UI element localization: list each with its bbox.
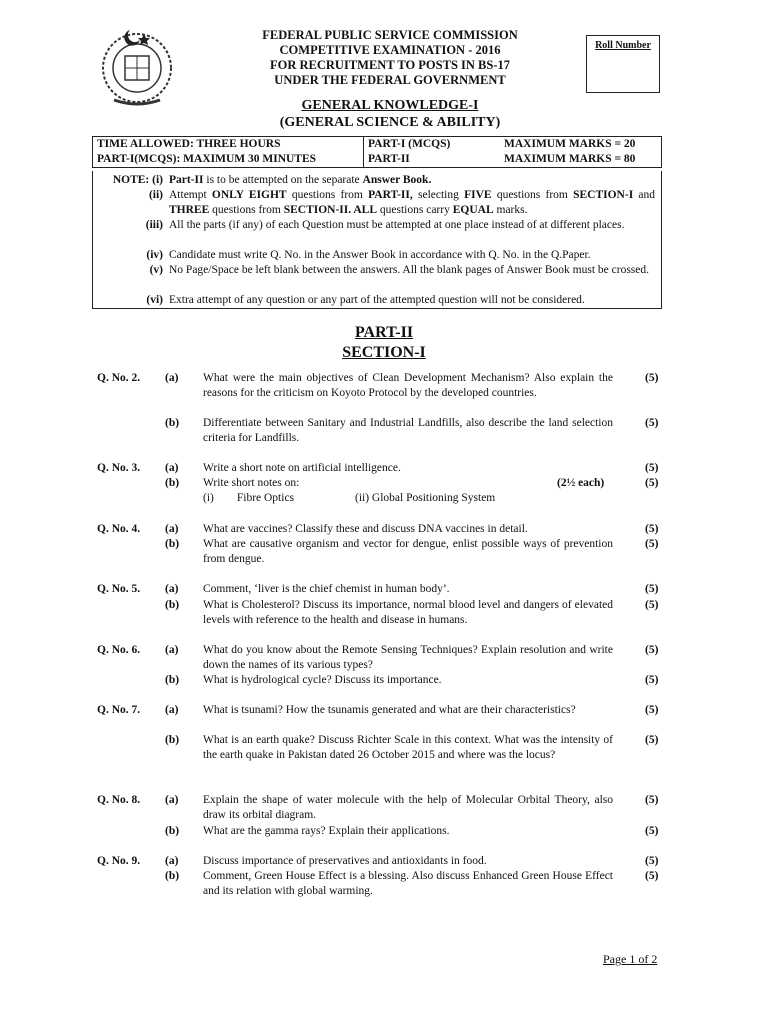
note-label: NOTE: (i): [112, 174, 163, 186]
subject-name: GENERAL KNOWLEDGE-I: [301, 98, 479, 113]
question-text: Discuss importance of preservatives and antioxidants in food.: [203, 855, 487, 867]
question-part-label: (a): [165, 794, 179, 806]
question-text: What are causative organism and vector for dengue, enlist possible ways of prevention from dengue.: [203, 538, 613, 565]
question-part-label: (b): [165, 674, 180, 686]
question-marks: (5): [645, 462, 659, 474]
question-marks: (5): [645, 870, 659, 882]
question-part-label: (a): [165, 704, 179, 716]
question-text: What are vaccines? Classify these and discuss DNA vaccines in detail.: [203, 523, 528, 535]
question-marks: (5): [645, 704, 659, 716]
commission-header: [200, 28, 580, 88]
header-line: FEDERAL PUBLIC SERVICE COMMISSION: [262, 28, 518, 42]
question-part-label: (a): [165, 462, 179, 474]
question-text: Explain the shape of water molecule with the help of Molecular Orbital Theory, also draw its orbital diagram.: [203, 794, 613, 821]
table-cell: PART-II: [364, 152, 501, 168]
question-part-label: (a): [165, 583, 179, 595]
header-line: COMPETITIVE EXAMINATION - 2016: [279, 43, 501, 57]
sub-item: (ii) Global Positioning System: [355, 492, 496, 504]
question-part-label: (a): [165, 523, 179, 535]
table-cell: TIME ALLOWED: THREE HOURS: [93, 137, 364, 153]
question-text: Comment, ‘liver is the chief chemist in human body’.: [203, 583, 450, 595]
question-marks: (5): [645, 855, 659, 867]
time-marks-table: [92, 136, 662, 168]
table-cell: PART-I (MCQS): [364, 137, 501, 153]
question-marks: (5): [645, 372, 659, 384]
question-part-label: (a): [165, 855, 179, 867]
header-line: UNDER THE FEDERAL GOVERNMENT: [274, 73, 506, 87]
question-text: What is hydrological cycle? Discuss its importance.: [203, 674, 442, 686]
roll-number-box: [586, 35, 660, 93]
question-text: Differentiate between Sanitary and Industrial Landfills, also describe the land selection criteria for Landfills.: [203, 417, 613, 444]
question-number: Q. No. 5.: [97, 583, 141, 595]
question-part-label: (b): [165, 538, 180, 550]
roll-number-label: Roll Number: [595, 40, 651, 51]
note-label: (iii): [145, 219, 163, 231]
question-text: What is tsunami? How the tsunamis generated and what are their characteristics?: [203, 704, 576, 716]
question-text: Comment, Green House Effect is a blessing. Also discuss Enhanced Green House Effect and its relation with global warming.: [203, 870, 613, 897]
section-title: SECTION-I: [342, 344, 426, 361]
part-title: PART-II: [354, 324, 414, 341]
question-marks: (5): [645, 599, 659, 611]
question-number: Q. No. 2.: [97, 372, 141, 384]
fpsc-emblem-icon: [96, 24, 178, 106]
question-text: Write a short note on artificial intelligence.: [203, 462, 401, 474]
question-marks: (5): [645, 417, 659, 429]
question-text: What were the main objectives of Clean Development Mechanism? Also explain the reasons for the criticism on Koyoto Protocol by the developed countries.: [203, 372, 613, 399]
instructions-box: [92, 171, 662, 309]
question-part-label: (b): [165, 870, 180, 882]
table-row: [93, 137, 662, 153]
table-cell: MAXIMUM MARKS = 20: [500, 137, 662, 153]
table-cell: PART-I(MCQS): MAXIMUM 30 MINUTES: [93, 152, 364, 168]
note-text: Candidate must write Q. No. in the Answer Book in accordance with Q. No. in the Q.Paper.: [169, 249, 591, 261]
table-cell: MAXIMUM MARKS = 80: [500, 152, 662, 168]
table-row: [93, 152, 662, 168]
question-part-label: (b): [165, 477, 180, 489]
note-label: (iv): [146, 249, 163, 261]
subject-title: [200, 97, 580, 131]
note-text: Part-II is to be attempted on the separate Answer Book.: [169, 174, 432, 186]
question-part-label: (b): [165, 734, 180, 746]
question-number: Q. No. 4.: [97, 523, 141, 535]
question-text: Write short notes on:: [203, 477, 300, 489]
note-label: (vi): [146, 294, 163, 306]
question-number: Q. No. 6.: [97, 644, 141, 656]
subject-subtitle: (GENERAL SCIENCE & ABILITY): [279, 115, 501, 130]
question-marks: (5): [645, 674, 659, 686]
question-text: What are the gamma rays? Explain their applications.: [203, 825, 450, 837]
question-part-label: (b): [165, 599, 180, 611]
note-label: (v): [149, 264, 163, 276]
question-marks: (5): [645, 538, 659, 550]
question-text: What do you know about the Remote Sensing Techniques? Explain resolution and write down the names of its various types?: [203, 644, 613, 671]
question-text: What is Cholesterol? Discuss its importance, normal blood level and dangers of elevated levels with reference to the health and disease in humans.: [203, 599, 613, 626]
question-number: Q. No. 9.: [97, 855, 141, 867]
question-marks: (5): [645, 644, 659, 656]
sub-item: (i) Fibre Optics: [203, 492, 295, 504]
note-label: (ii): [148, 189, 163, 201]
question-text: What is an earth quake? Discuss Richter Scale in this context. What was the intensity of the earth quake in Pakistan dated 26 October 2015 and where was the locus?: [203, 734, 613, 761]
question-number: Q. No. 7.: [97, 704, 141, 716]
header-line: FOR RECRUITMENT TO POSTS IN BS-17: [270, 58, 510, 72]
question-marks: (5): [645, 794, 659, 806]
question-number: Q. No. 8.: [97, 794, 141, 806]
part-marks-note: (2½ each): [557, 477, 605, 489]
question-number: Q. No. 3.: [97, 462, 141, 474]
question-part-label: (a): [165, 644, 179, 656]
question-marks: (5): [645, 734, 659, 746]
page-number: Page 1 of 2: [603, 952, 658, 966]
note-text: No Page/Space be left blank between the answers. All the blank pages of Answer Book must be crossed.: [169, 264, 650, 276]
question-part-label: (b): [165, 417, 180, 429]
question-part-label: (a): [165, 372, 179, 384]
note-text: Attempt ONLY EIGHT questions from PART-II, selecting FIVE questions from SECTION-I and THREE questions from SECTION-II. ALL questions carry EQUAL marks.: [169, 189, 656, 216]
question-marks: (5): [645, 825, 659, 837]
note-text: Extra attempt of any question or any part of the attempted question will not be considered.: [169, 294, 585, 306]
question-marks: (5): [645, 523, 659, 535]
note-text: All the parts (if any) of each Question must be attempted at one place instead of at different places.: [169, 219, 625, 231]
question-part-label: (b): [165, 825, 180, 837]
question-marks: (5): [645, 477, 659, 489]
question-marks: (5): [645, 583, 659, 595]
